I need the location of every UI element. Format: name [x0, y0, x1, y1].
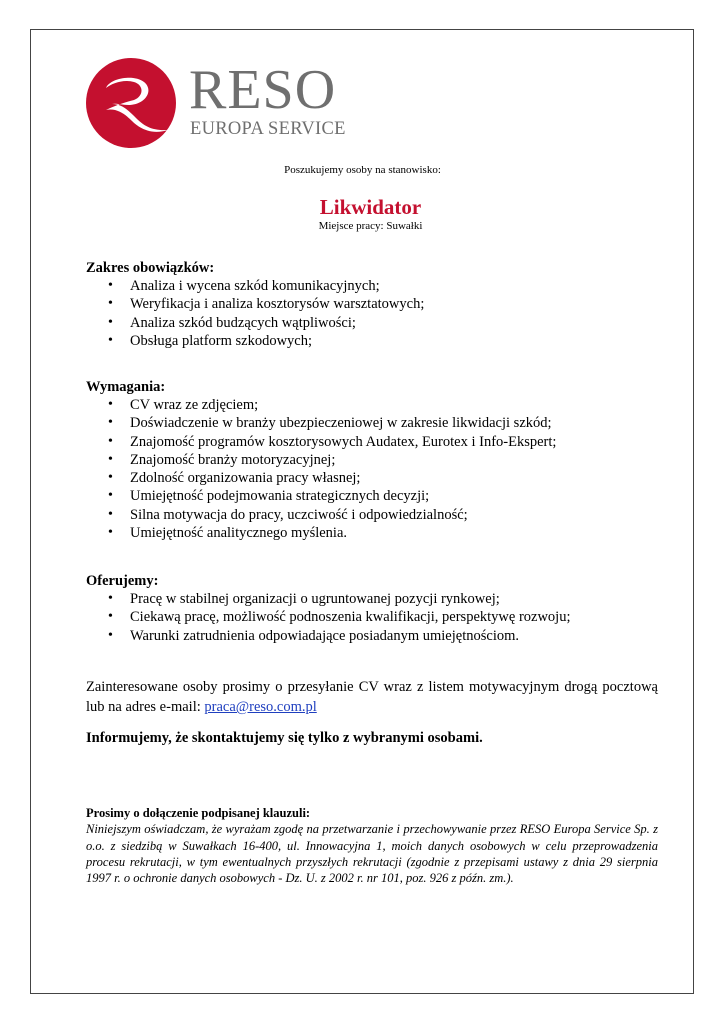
list-item: • Znajomość branży motoryzacyjnej; — [86, 451, 666, 469]
clause-text: Niniejszym oświadczam, że wyrażam zgodę na przetwarzanie i przechowywanie przez RESO Europa Service Sp. z o.o. z siedzibą w Suwałkach 16-400, ul. Innowacyjna 1, moich danych osobowych w celu przeprowadzenia procesu rekrutacji, w tym ewentualnych przyszłych rekrutacji (zgodnie z przepisami ustawy z dnia 29 sierpnia 1997 r. o ochronie danych osobowych - Dz. U. z 2002 r. nr 101, poz. 926 z późn. zm.). — [86, 822, 658, 886]
logo-wordmark: RESO — [189, 59, 337, 121]
list-item: • Zdolność organizowania pracy własnej; — [86, 469, 666, 487]
list-item: • Znajomość programów kosztorysowych Audatex, Eurotex i Info-Ekspert; — [86, 433, 666, 451]
list-item: • Weryfikacja i analiza kosztorysów warsztatowych; — [86, 295, 666, 313]
duties-heading: Zakres obowiązków: — [86, 260, 215, 276]
duties-section — [86, 259, 666, 350]
email-link[interactable]: praca@reso.com.pl — [204, 699, 317, 715]
work-location: Miejsce pracy: Suwałki — [318, 220, 423, 232]
logo-subtitle: EUROPA SERVICE — [190, 119, 346, 139]
offer-section — [86, 572, 666, 645]
contact-notice: Informujemy, że skontaktujemy się tylko z wybranymi osobami. — [86, 730, 483, 746]
list-item: • Doświadczenie w branży ubezpieczeniowej w zakresie likwidacji szkód; — [86, 414, 666, 432]
intro-text: Poszukujemy osoby na stanowisko: — [284, 164, 441, 176]
offer-list — [86, 590, 666, 645]
requirements-list — [86, 396, 666, 542]
list-item: • Ciekawą pracę, możliwość podnoszenia kwalifikacji, perspektywę rozwoju; — [86, 608, 666, 626]
requirements-heading: Wymagania: — [86, 379, 166, 395]
contact-text: Zainteresowane osoby prosimy o przesyłanie CV wraz z listem motywacyjnym drogą pocztową lub na adres e-mail: — [86, 679, 658, 715]
list-item: • Pracę w stabilnej organizacji o ugruntowanej pozycji rynkowej; — [86, 590, 666, 608]
list-item: • Warunki zatrudnienia odpowiadające posiadanym umiejętnościom. — [86, 627, 666, 645]
list-item: • Umiejętność podejmowania strategicznych decyzji; — [86, 487, 666, 505]
contact-paragraph — [86, 677, 658, 717]
offer-heading: Oferujemy: — [86, 573, 159, 589]
list-item: • Umiejętność analitycznego myślenia. — [86, 524, 666, 542]
list-item: • Obsługa platform szkodowych; — [86, 332, 666, 350]
list-item: • Analiza szkód budzących wątpliwości; — [86, 314, 666, 332]
job-title: Likwidator — [319, 195, 422, 219]
duties-list — [86, 277, 666, 350]
list-item: • Silna motywacja do pracy, uczciwość i odpowiedzialność; — [86, 506, 666, 524]
requirements-section — [86, 378, 666, 542]
reso-logo-icon — [86, 58, 176, 148]
consent-clause — [86, 805, 658, 886]
company-logo — [86, 58, 346, 148]
list-item: • Analiza i wycena szkód komunikacyjnych; — [86, 277, 666, 295]
list-item: • CV wraz ze zdjęciem; — [86, 396, 666, 414]
clause-heading: Prosimy o dołączenie podpisanej klauzuli: — [86, 806, 311, 820]
